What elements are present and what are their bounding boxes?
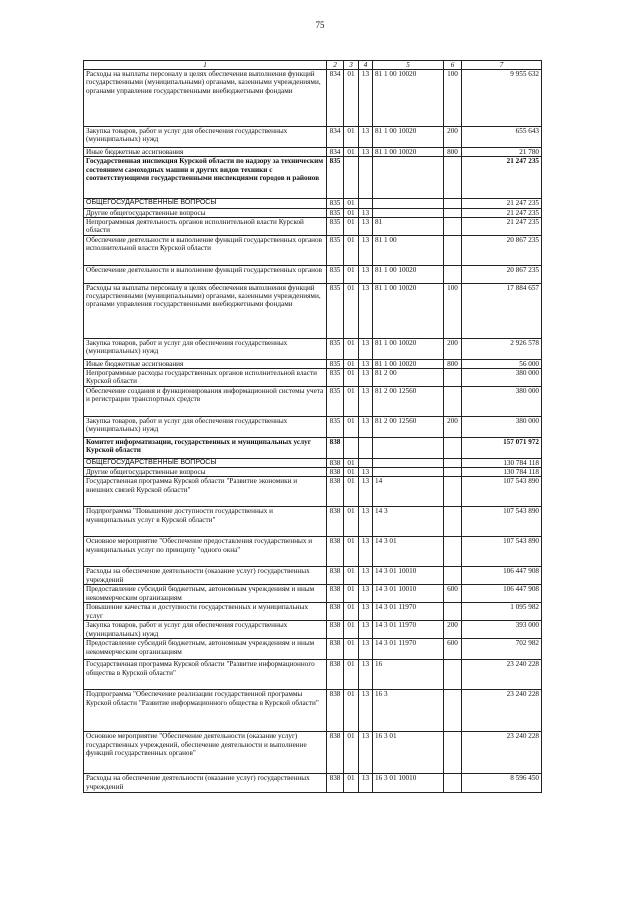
amount-cell: 107 543 890 xyxy=(462,477,542,507)
target-article-cell: 81 1 00 xyxy=(373,235,444,265)
subsection-code-cell: 13 xyxy=(359,70,373,127)
grbs-code-cell: 838 xyxy=(327,438,344,459)
subsection-code-cell: 13 xyxy=(359,359,373,368)
amount-cell: 21 247 235 xyxy=(462,217,542,235)
target-article-cell xyxy=(373,438,444,459)
grbs-code-cell: 835 xyxy=(327,369,344,387)
amount-cell: 107 543 890 xyxy=(462,537,542,567)
grbs-code-cell: 838 xyxy=(327,477,344,507)
item-name-cell: Непрограммные расходы государственных органов исполнительной власти Курской области xyxy=(84,369,327,387)
target-article-cell: 81 1 00 10020 xyxy=(373,148,444,157)
target-article-cell: 14 xyxy=(373,477,444,507)
section-code-cell: 01 xyxy=(344,603,359,621)
target-article-cell: 81 1 00 10020 xyxy=(373,338,444,359)
table-row xyxy=(84,459,542,468)
grbs-code-cell: 834 xyxy=(327,127,344,148)
section-code-cell: 01 xyxy=(344,265,359,283)
target-article-cell xyxy=(373,468,444,477)
table-row xyxy=(84,438,542,459)
item-name-cell: Закупка товаров, работ и услуг для обеспечения государственных (муниципальных) нужд xyxy=(84,127,327,148)
item-name-cell: Государственная программа Курской области "Развитие информационного общества в Курской области" xyxy=(84,660,327,690)
grbs-code-cell: 838 xyxy=(327,621,344,639)
grbs-code-cell: 838 xyxy=(327,468,344,477)
item-name-cell: Предоставление субсидий бюджетным, автономным учреждениям и иным некоммерческим организациям xyxy=(84,585,327,603)
budget-table xyxy=(83,60,542,793)
target-article-cell xyxy=(373,208,444,217)
grbs-code-cell: 838 xyxy=(327,690,344,732)
amount-cell: 130 784 118 xyxy=(462,459,542,468)
item-name-cell: Обеспечение деятельности и выполнение функций государственных органов xyxy=(84,265,327,283)
item-name-cell: Обеспечение создания и функционирования информационной системы учета и регистрации транспортных средств xyxy=(84,387,327,417)
section-code-cell: 01 xyxy=(344,127,359,148)
grbs-code-cell: 838 xyxy=(327,732,344,774)
target-article-cell: 14 3 xyxy=(373,507,444,537)
table-row xyxy=(84,603,542,621)
grbs-code-cell: 838 xyxy=(327,660,344,690)
item-name-cell: ОБЩЕГОСУДАРСТВЕННЫЕ ВОПРОСЫ xyxy=(84,459,327,468)
subsection-code-cell: 13 xyxy=(359,208,373,217)
amount-cell: 23 240 228 xyxy=(462,660,542,690)
table-row xyxy=(84,387,542,417)
table-row xyxy=(84,639,542,660)
amount-cell: 20 867 235 xyxy=(462,265,542,283)
expense-type-cell xyxy=(444,235,462,265)
item-name-cell: Закупка товаров, работ и услуг для обеспечения государственных (муниципальных) нужд xyxy=(84,621,327,639)
expense-type-cell: 200 xyxy=(444,338,462,359)
expense-type-cell: 200 xyxy=(444,127,462,148)
section-code-cell: 01 xyxy=(344,235,359,265)
grbs-code-cell: 835 xyxy=(327,283,344,338)
expense-type-cell xyxy=(444,732,462,774)
section-code-cell: 01 xyxy=(344,732,359,774)
expense-type-cell: 100 xyxy=(444,283,462,338)
table-row xyxy=(84,660,542,690)
target-article-cell: 16 3 01 xyxy=(373,732,444,774)
amount-cell: 17 884 657 xyxy=(462,283,542,338)
item-name-cell: Иные бюджетные ассигнования xyxy=(84,148,327,157)
subsection-code-cell: 13 xyxy=(359,387,373,417)
target-article-cell: 14 3 01 xyxy=(373,537,444,567)
table-row xyxy=(84,217,542,235)
subsection-code-cell: 13 xyxy=(359,148,373,157)
amount-cell: 1 095 982 xyxy=(462,603,542,621)
grbs-code-cell: 835 xyxy=(327,235,344,265)
amount-cell: 655 643 xyxy=(462,127,542,148)
column-header: 2 xyxy=(327,61,344,70)
expense-type-cell xyxy=(444,217,462,235)
column-header: 5 xyxy=(373,61,444,70)
subsection-code-cell: 13 xyxy=(359,477,373,507)
amount-cell: 21 247 235 xyxy=(462,208,542,217)
grbs-code-cell: 834 xyxy=(327,70,344,127)
expense-type-cell xyxy=(444,199,462,208)
item-name-cell: Расходы на выплаты персоналу в целях обеспечения выполнения функций государственными (муниципальными) органами, казенными учреждениями, органами управления государственными внебюджетными фондами xyxy=(84,283,327,338)
expense-type-cell xyxy=(444,603,462,621)
column-header: 1 xyxy=(84,61,327,70)
grbs-code-cell: 838 xyxy=(327,459,344,468)
amount-cell: 21 780 xyxy=(462,148,542,157)
page-number: 75 xyxy=(315,20,325,30)
amount-cell: 380 000 xyxy=(462,387,542,417)
item-name-cell: Основное мероприятие "Обеспечение предоставления государственных и муниципальных услуг по принципу "одного окна" xyxy=(84,537,327,567)
subsection-code-cell: 13 xyxy=(359,265,373,283)
section-code-cell: 01 xyxy=(344,660,359,690)
table-row xyxy=(84,157,542,199)
table-row xyxy=(84,621,542,639)
amount-cell: 106 447 908 xyxy=(462,585,542,603)
target-article-cell: 14 3 01 11970 xyxy=(373,603,444,621)
target-article-cell: 81 1 00 10020 xyxy=(373,127,444,148)
expense-type-cell xyxy=(444,387,462,417)
item-name-cell: Обеспечение деятельности и выполнение функций государственных органов исполнительной власти Курской области xyxy=(84,235,327,265)
table-row xyxy=(84,468,542,477)
target-article-cell: 16 3 xyxy=(373,690,444,732)
grbs-code-cell: 838 xyxy=(327,507,344,537)
grbs-code-cell: 838 xyxy=(327,585,344,603)
amount-cell: 380 000 xyxy=(462,417,542,438)
subsection-code-cell: 13 xyxy=(359,338,373,359)
expense-type-cell: 200 xyxy=(444,621,462,639)
amount-cell: 56 000 xyxy=(462,359,542,368)
item-name-cell: Государственная инспекция Курской области по надзору за техническим состоянием самоходных машин и других видов техники с соответствующими государственными инспекциями городов и районов xyxy=(84,157,327,199)
column-header: 4 xyxy=(359,61,373,70)
table-row xyxy=(84,127,542,148)
section-code-cell: 01 xyxy=(344,369,359,387)
section-code-cell: 01 xyxy=(344,208,359,217)
subsection-code-cell: 13 xyxy=(359,283,373,338)
target-article-cell: 14 3 01 11970 xyxy=(373,639,444,660)
expense-type-cell xyxy=(444,690,462,732)
target-article-cell: 14 3 01 11970 xyxy=(373,621,444,639)
expense-type-cell xyxy=(444,438,462,459)
target-article-cell: 81 2 00 12560 xyxy=(373,417,444,438)
grbs-code-cell: 835 xyxy=(327,387,344,417)
amount-cell: 21 247 235 xyxy=(462,199,542,208)
expense-type-cell xyxy=(444,507,462,537)
section-code-cell: 01 xyxy=(344,690,359,732)
table-row xyxy=(84,774,542,793)
column-header: 6 xyxy=(444,61,462,70)
section-code-cell: 01 xyxy=(344,148,359,157)
amount-cell: 702 982 xyxy=(462,639,542,660)
subsection-code-cell: 13 xyxy=(359,690,373,732)
target-article-cell xyxy=(373,199,444,208)
amount-cell: 157 071 972 xyxy=(462,438,542,459)
table-row xyxy=(84,732,542,774)
item-name-cell: Государственная программа Курской области "Развитие экономики и внешних связей Курской области" xyxy=(84,477,327,507)
item-name-cell: ОБЩЕГОСУДАРСТВЕННЫЕ ВОПРОСЫ xyxy=(84,199,327,208)
table-row xyxy=(84,690,542,732)
item-name-cell: Предоставление субсидий бюджетным, автономным учреждениям и иным некоммерческим организациям xyxy=(84,639,327,660)
column-header: 7 xyxy=(462,61,542,70)
grbs-code-cell: 835 xyxy=(327,217,344,235)
amount-cell: 20 867 235 xyxy=(462,235,542,265)
subsection-code-cell: 13 xyxy=(359,537,373,567)
subsection-code-cell: 13 xyxy=(359,774,373,793)
amount-cell: 9 955 632 xyxy=(462,70,542,127)
subsection-code-cell: 13 xyxy=(359,585,373,603)
expense-type-cell xyxy=(444,265,462,283)
grbs-code-cell: 838 xyxy=(327,603,344,621)
section-code-cell: 01 xyxy=(344,387,359,417)
target-article-cell: 14 3 01 10010 xyxy=(373,567,444,585)
section-code-cell: 01 xyxy=(344,70,359,127)
subsection-code-cell xyxy=(359,459,373,468)
item-name-cell: Основное мероприятие "Обеспечение деятельности (оказание услуг) государственных учреждений, обеспечение деятельности и выполнение функций государственных органов" xyxy=(84,732,327,774)
section-code-cell: 01 xyxy=(344,567,359,585)
grbs-code-cell: 838 xyxy=(327,537,344,567)
table-row xyxy=(84,208,542,217)
target-article-cell: 81 1 00 10020 xyxy=(373,283,444,338)
subsection-code-cell xyxy=(359,438,373,459)
subsection-code-cell: 13 xyxy=(359,621,373,639)
amount-cell: 130 784 118 xyxy=(462,468,542,477)
expense-type-cell xyxy=(444,567,462,585)
subsection-code-cell: 13 xyxy=(359,567,373,585)
subsection-code-cell: 13 xyxy=(359,127,373,148)
section-code-cell: 01 xyxy=(344,585,359,603)
amount-cell: 380 000 xyxy=(462,369,542,387)
item-name-cell: Подпрограмма "Обеспечение реализации государственной программы Курской области "Развитие информационного общества в Курской области" xyxy=(84,690,327,732)
section-code-cell xyxy=(344,438,359,459)
target-article-cell xyxy=(373,459,444,468)
target-article-cell: 81 xyxy=(373,217,444,235)
target-article-cell: 16 xyxy=(373,660,444,690)
column-number-row xyxy=(84,61,542,70)
item-name-cell: Непрограммная деятельность органов исполнительной власти Курской области xyxy=(84,217,327,235)
table-row xyxy=(84,369,542,387)
table-row xyxy=(84,70,542,127)
amount-cell: 21 247 235 xyxy=(462,157,542,199)
amount-cell: 23 240 228 xyxy=(462,732,542,774)
table-row xyxy=(84,567,542,585)
target-article-cell xyxy=(373,157,444,199)
expense-type-cell xyxy=(444,208,462,217)
section-code-cell: 01 xyxy=(344,283,359,338)
table-row xyxy=(84,507,542,537)
section-code-cell: 01 xyxy=(344,417,359,438)
item-name-cell: Закупка товаров, работ и услуг для обеспечения государственных (муниципальных) нужд xyxy=(84,417,327,438)
expense-type-cell xyxy=(444,477,462,507)
expense-type-cell: 200 xyxy=(444,417,462,438)
subsection-code-cell: 13 xyxy=(359,417,373,438)
target-article-cell: 81 1 00 10020 xyxy=(373,70,444,127)
subsection-code-cell: 13 xyxy=(359,369,373,387)
subsection-code-cell: 13 xyxy=(359,660,373,690)
table-row xyxy=(84,338,542,359)
item-name-cell: Подпрограмма "Повышение доступности государственных и муниципальных услуг в Курской области" xyxy=(84,507,327,537)
expense-type-cell xyxy=(444,774,462,793)
expense-type-cell xyxy=(444,660,462,690)
amount-cell: 23 240 228 xyxy=(462,690,542,732)
item-name-cell: Иные бюджетные ассигнования xyxy=(84,359,327,368)
expense-type-cell xyxy=(444,369,462,387)
target-article-cell: 14 3 01 10010 xyxy=(373,585,444,603)
grbs-code-cell: 838 xyxy=(327,567,344,585)
expense-type-cell xyxy=(444,157,462,199)
target-article-cell: 81 2 00 xyxy=(373,369,444,387)
amount-cell: 106 447 908 xyxy=(462,567,542,585)
table-row xyxy=(84,235,542,265)
expense-type-cell: 800 xyxy=(444,359,462,368)
subsection-code-cell: 13 xyxy=(359,603,373,621)
section-code-cell: 01 xyxy=(344,338,359,359)
amount-cell: 107 543 890 xyxy=(462,507,542,537)
item-name-cell: Расходы на обеспечение деятельности (оказание услуг) государственных учреждений xyxy=(84,567,327,585)
target-article-cell: 16 3 01 10010 xyxy=(373,774,444,793)
section-code-cell: 01 xyxy=(344,639,359,660)
table-row xyxy=(84,359,542,368)
table-row xyxy=(84,537,542,567)
table-row xyxy=(84,148,542,157)
expense-type-cell: 100 xyxy=(444,70,462,127)
table-row xyxy=(84,417,542,438)
expense-type-cell xyxy=(444,468,462,477)
grbs-code-cell: 835 xyxy=(327,338,344,359)
target-article-cell: 81 2 00 12560 xyxy=(373,387,444,417)
section-code-cell: 01 xyxy=(344,537,359,567)
table-row xyxy=(84,585,542,603)
item-name-cell: Расходы на обеспечение деятельности (оказание услуг) государственных учреждений xyxy=(84,774,327,793)
section-code-cell: 01 xyxy=(344,459,359,468)
section-code-cell: 01 xyxy=(344,217,359,235)
item-name-cell: Закупка товаров, работ и услуг для обеспечения государственных (муниципальных) нужд xyxy=(84,338,327,359)
section-code-cell xyxy=(344,157,359,199)
item-name-cell: Расходы на выплаты персоналу в целях обеспечения выполнения функций государственными (муниципальными) органами, казенными учреждениями, органами управления государственными внебюджетными фондами xyxy=(84,70,327,127)
grbs-code-cell: 838 xyxy=(327,639,344,660)
grbs-code-cell: 835 xyxy=(327,157,344,199)
subsection-code-cell: 13 xyxy=(359,468,373,477)
subsection-code-cell: 13 xyxy=(359,235,373,265)
grbs-code-cell: 835 xyxy=(327,199,344,208)
grbs-code-cell: 835 xyxy=(327,208,344,217)
expense-type-cell: 600 xyxy=(444,585,462,603)
expense-type-cell xyxy=(444,459,462,468)
section-code-cell: 01 xyxy=(344,621,359,639)
subsection-code-cell: 13 xyxy=(359,507,373,537)
section-code-cell: 01 xyxy=(344,774,359,793)
item-name-cell: Другие общегосударственные вопросы xyxy=(84,208,327,217)
expense-type-cell: 600 xyxy=(444,639,462,660)
subsection-code-cell xyxy=(359,157,373,199)
subsection-code-cell xyxy=(359,199,373,208)
amount-cell: 8 596 450 xyxy=(462,774,542,793)
section-code-cell: 01 xyxy=(344,477,359,507)
subsection-code-cell: 13 xyxy=(359,732,373,774)
expense-type-cell: 800 xyxy=(444,148,462,157)
target-article-cell: 81 1 00 10020 xyxy=(373,265,444,283)
subsection-code-cell: 13 xyxy=(359,639,373,660)
grbs-code-cell: 835 xyxy=(327,417,344,438)
table-row xyxy=(84,477,542,507)
table-row xyxy=(84,283,542,338)
amount-cell: 2 926 578 xyxy=(462,338,542,359)
section-code-cell: 01 xyxy=(344,507,359,537)
expense-type-cell xyxy=(444,537,462,567)
grbs-code-cell: 835 xyxy=(327,359,344,368)
table-row xyxy=(84,265,542,283)
grbs-code-cell: 835 xyxy=(327,265,344,283)
table-row xyxy=(84,199,542,208)
section-code-cell: 01 xyxy=(344,199,359,208)
subsection-code-cell: 13 xyxy=(359,217,373,235)
grbs-code-cell: 834 xyxy=(327,148,344,157)
column-header: 3 xyxy=(344,61,359,70)
item-name-cell: Другие общегосударственные вопросы xyxy=(84,468,327,477)
section-code-cell: 01 xyxy=(344,359,359,368)
amount-cell: 393 000 xyxy=(462,621,542,639)
item-name-cell: Повышение качества и доступности государственных и муниципальных услуг xyxy=(84,603,327,621)
target-article-cell: 81 1 00 10020 xyxy=(373,359,444,368)
item-name-cell: Комитет информатизации, государственных и муниципальных услуг Курской области xyxy=(84,438,327,459)
section-code-cell: 01 xyxy=(344,468,359,477)
grbs-code-cell: 838 xyxy=(327,774,344,793)
